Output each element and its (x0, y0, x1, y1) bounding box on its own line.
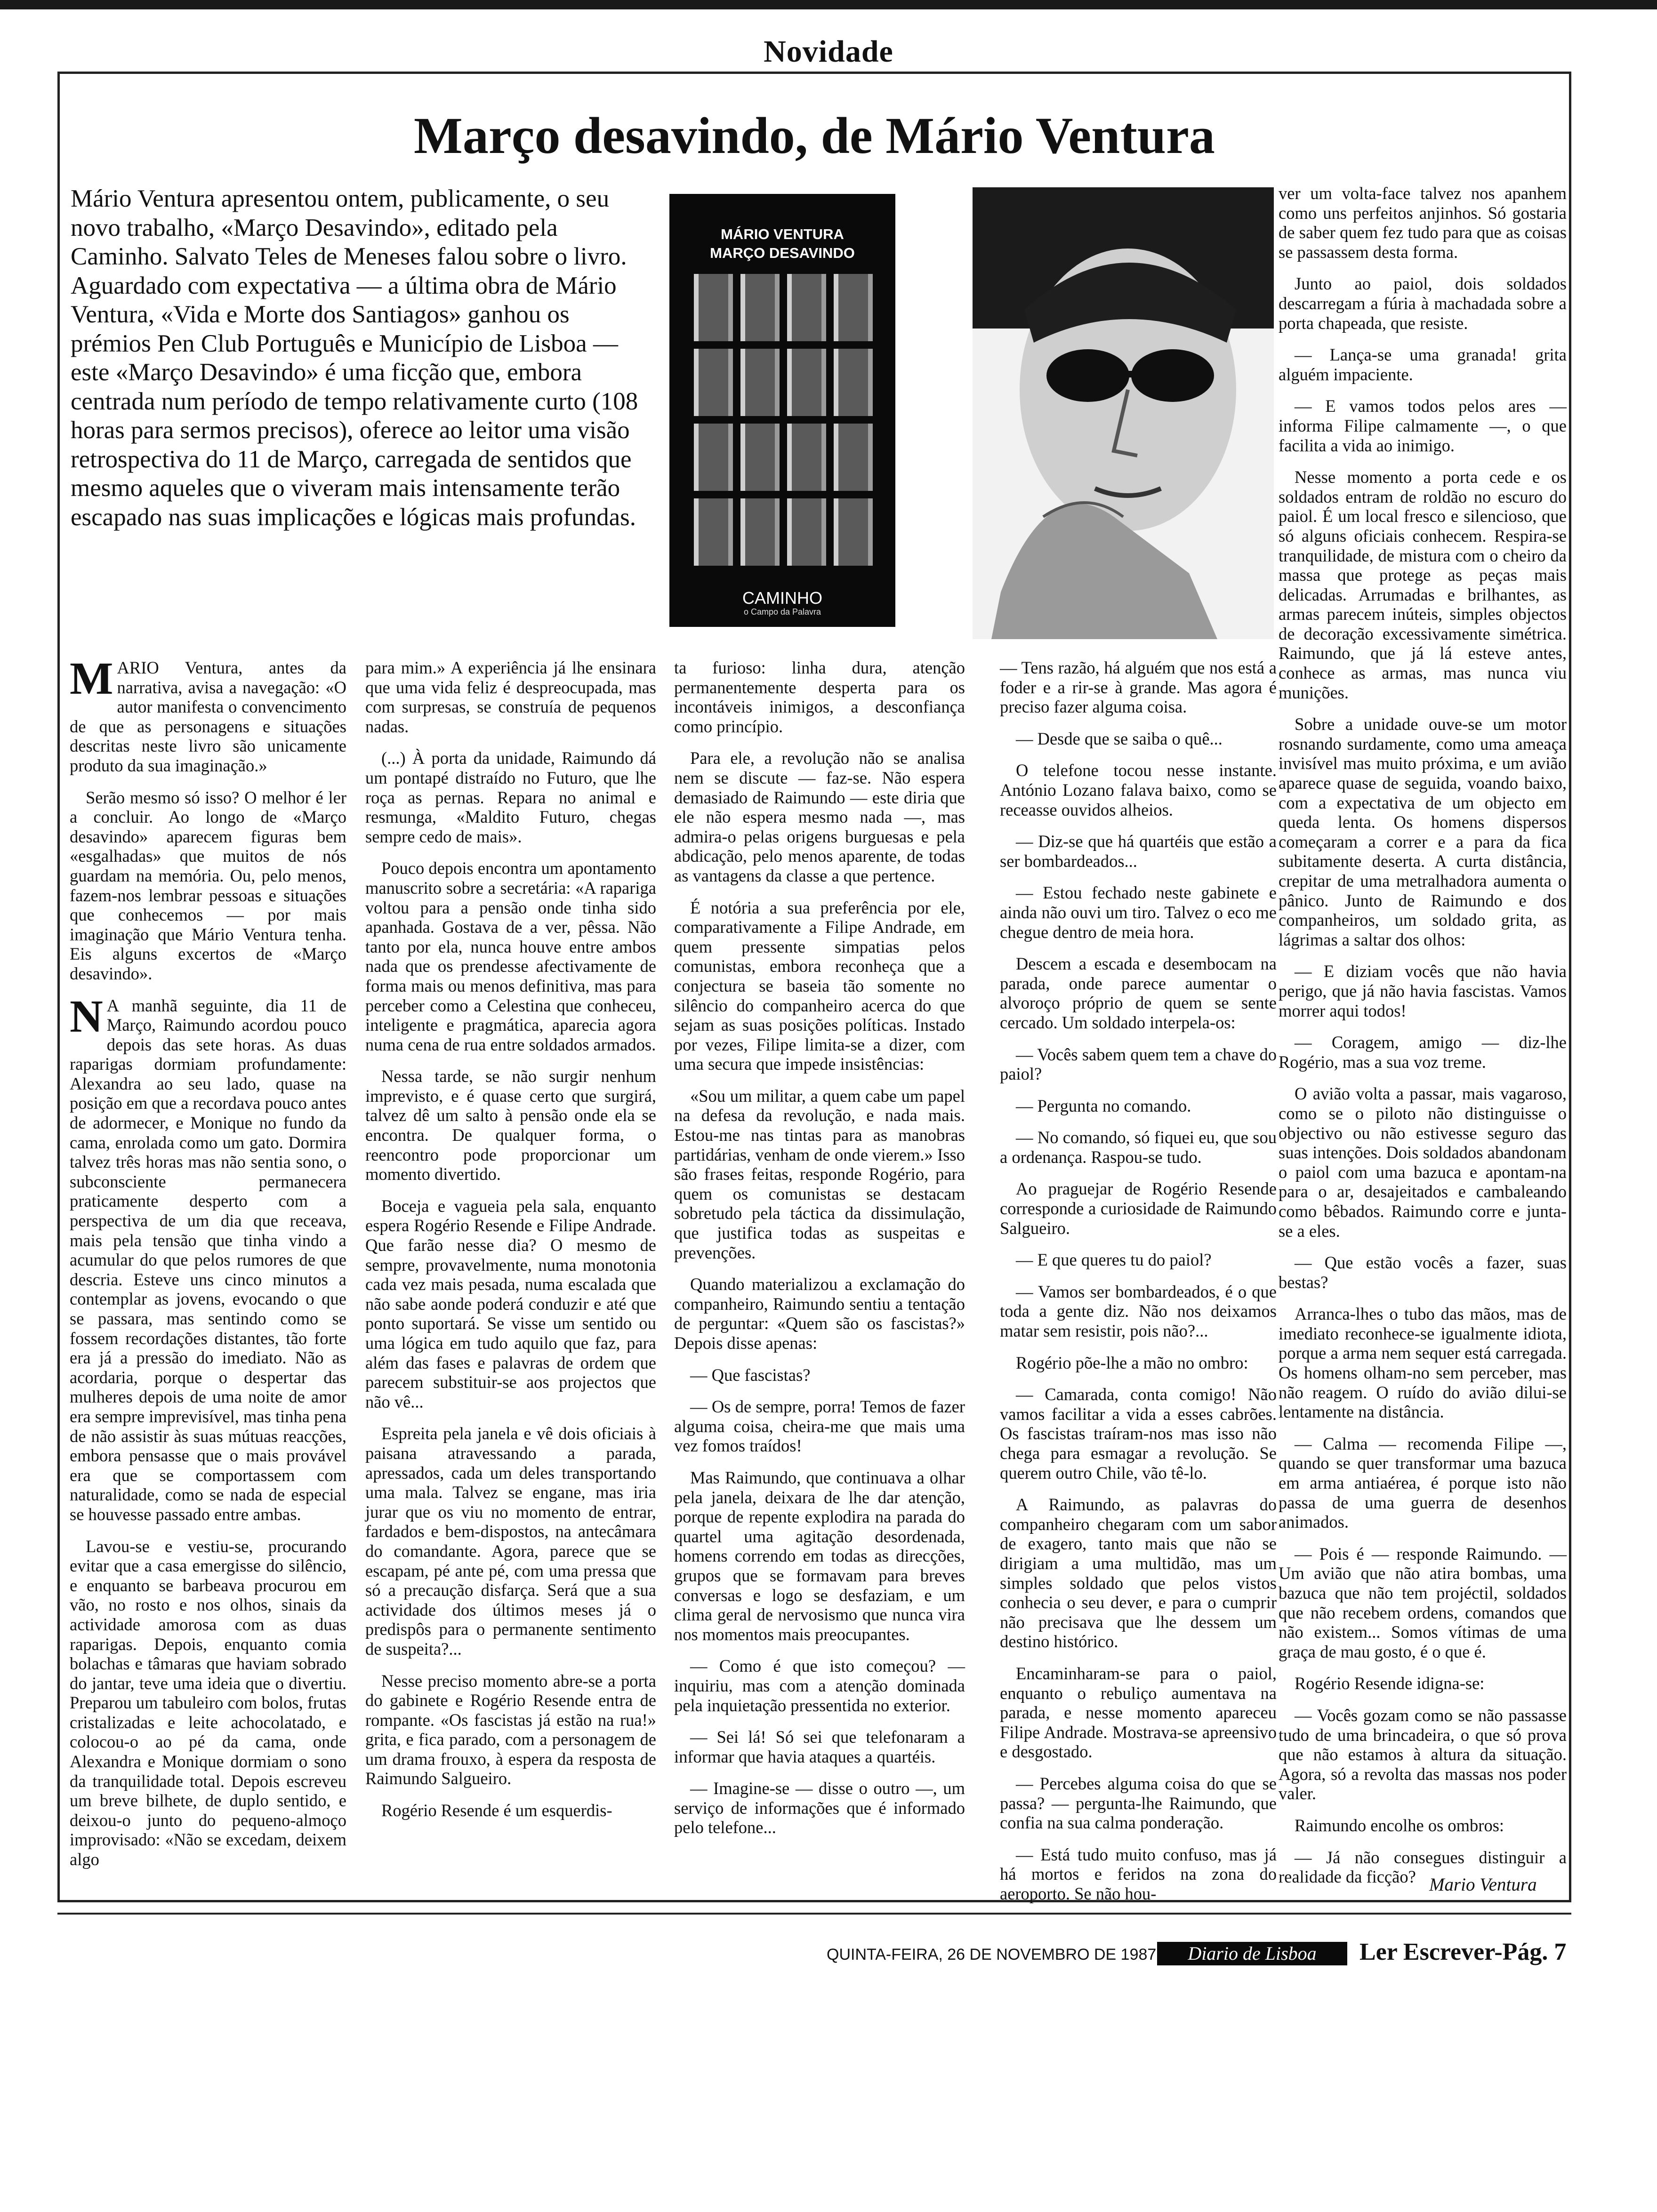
column-paragraph: Raimundo encolhe os ombros: (1295, 1815, 1504, 1835)
column-paragraph: O telefone tocou nesse instante. António Lozano falava baixo, como se receasse ouvidos alheios. (1000, 761, 1277, 819)
column-paragraph: — Desde que se saiba o quê... (1016, 729, 1223, 748)
column-paragraph: para mim.» A experiência já lhe ensinara que uma vida feliz é despreocupada, mas com surpresas, se construía de pequenos nadas. (365, 658, 656, 736)
column-paragraph: Sobre a unidade ouve-se um motor rosnando surdamente, como uma ameaça invisível mas muito próxima, e um avião aparece quase de seguida, voando baixo, com a expectativa de um objecto em queda lenta. Os homens dispersos começaram a correr e a para da fica subitamente deserta. A curta distância, crepitar de uma metralhadora aumenta o pânico. Junto de Raimundo e dos companheiros, um soldado grita, as lágrimas a saltar dos olhos: (1279, 714, 1567, 949)
column-paragraph: — Pois é — responde Raimundo. — Um avião que não atira bombas, uma bazuca que não tem projéctil, soldados que não recebem ordens, comandos que não existem... Somos vítimas de uma graça de mau gosto, é o que é. (1279, 1544, 1567, 1661)
column-paragraph: O avião volta a passar, mais vagaroso, como se o piloto não distinguisse o objectivo ou não estivesse seguro das suas intenções. Dois soldados abandonam o paiol com uma bazuca e apontam-na para o ar, desajeitados e cambaleando como bêbados. Raimundo corre e junta-se a eles. (1279, 1084, 1567, 1241)
book-cover-author: MÁRIO VENTURA (721, 226, 844, 242)
book-cover-image (669, 194, 895, 627)
newspaper-logo: Diario de Lisboa (1157, 1942, 1347, 1965)
column-paragraph: Espreita pela janela e vê dois oficiais à paisana atravessando a parada, apressados, cada um deles transportando uma mala. Talvez se engane, mas iria jurar que os viu no momento de entrar, fardados e bem-dispostos, na antecâmara do comandante. Agora, parece que se escapam, pé ante pé, com uma pressa que só a precaução disfarça. Será que a sua actividade dos últimos meses já o predispôs para o permanente sentimento de suspeita?... (365, 1424, 656, 1659)
column-paragraph: Encaminharam-se para o paiol, enquanto o rebuliço aumentava na parada, e nesse momento apareceu Filipe Andrade. Mostrava-se apreensivo e desgostado. (1000, 1663, 1277, 1762)
lead-paragraph: Mário Ventura apresentou ontem, publicamente, o seu novo trabalho, «Março Desavindo», editado pela Caminho. Salvato Teles de Meneses falou sobre o livro. (71, 185, 627, 270)
article-headline: Março desavindo, de Mário Ventura (414, 107, 1215, 164)
column-paragraph: ver um volta-face talvez nos apanhem como uns perfeitos anjinhos. Só gostaria de saber quem fez tudo para que as coisas se passassem desta forma. (1279, 184, 1567, 262)
column-paragraph: Ao praguejar de Rogério Resende corresponde a curiosidade de Raimundo Salgueiro. (1000, 1179, 1277, 1238)
column-paragraph: — Os de sempre, porra! Temos de fazer alguma coisa, cheira-me que mais uma vez fomos traídos! (674, 1397, 965, 1456)
column-paragraph: (...) À porta da unidade, Raimundo dá um pontapé distraído no Futuro, que lhe roça as pernas. Repara no animal e resmunga, «Maldito Futuro, chegas sempre cedo de mais». (365, 748, 656, 846)
column-paragraph: A Raimundo, as palavras do companheiro chegaram com um sabor de exagero, tanto mais que não se dirigiam a uma multidão, mas um simples soldado que pelos vistos conhecia o seu dever, e para o cumprir não precisava que lhe dessem um destino histórico. (1000, 1495, 1277, 1651)
column-paragraph: Rogério Resende idigna-se: (1295, 1674, 1485, 1693)
column-paragraph: Para ele, a revolução não se analisa nem se discute — faz-se. Não espera demasiado de Raimundo — este diria que ele não espera mesmo nada —, mas admira-o pelas origens burguesas e pela abdicação, pelo menos aparente, de todas as vantagens da classe a que pertence. (674, 748, 965, 885)
column-paragraph: Nessa tarde, se não surgir nenhum imprevisto, e é quase certo que surgirá, talvez dê um salto à pensão onde ela se encontra. De qualquer forma, o reencontro pode proporcionar um momento divertido. (365, 1066, 656, 1184)
column-paragraph: Junto ao paiol, dois soldados descarregam a fúria à machadada sobre a porta chapeada, que resiste. (1279, 274, 1567, 333)
column-paragraph: — Calma — recomenda Filipe —, quando se quer transformar uma bazuca em arma antiaérea, é porque isto não passa de uma guerra de desenhos animados. (1279, 1434, 1567, 1532)
column-paragraph: — No comando, só fiquei eu, que sou a ordenança. Raspou-se tudo. (1000, 1128, 1277, 1167)
book-cover-publisher: CAMINHO (742, 588, 822, 608)
article-column-4 (1000, 658, 1277, 1915)
column-paragraph: — E diziam vocês que não havia perigo, que já não havia fascistas. Vamos morrer aqui todos! (1279, 962, 1567, 1020)
column-paragraph: — Percebes alguma coisa do que se passa? — pergunta-lhe Raimundo, que confia na sua calma ponderação. (1000, 1773, 1277, 1833)
column-paragraph: — Vocês gozam como se não passasse tudo de uma brincadeira, o que só prova que não estamos à altura da situação. Agora, só a revolta das massas nos poder valer. (1279, 1705, 1567, 1803)
column-paragraph: — Lança-se uma granada! grita alguém impaciente. (1279, 345, 1567, 384)
book-cover-collection: o Campo da Palavra (743, 607, 821, 617)
article-column-2 (365, 658, 656, 1833)
column-paragraph: N A manhã seguinte, dia 11 de Março, Raimundo acordou pouco depois das sete horas. As duas raparigas dormiam profundamente: Alexandra ao seu lado, quase na posição em que a recordava pouco antes de adormecer, e Monique no fundo da cama, enrolada como um gato. Dormira talvez três horas mas não sentia sono, o subconsciente permanecera praticamente desperto com a perspectiva de um dia que receava, mais pela tensão que tinha vindo a acumular do que pelos rumores de que descria. Esteve uns cinco minutos a contemplar as jovens, evocando o que se passara, mas sentindo como se fossem recordações distantes, tão forte era já a pressão do imediato. Não as acordaria, porque o despertar das mulheres depois de uma noite de amor era sempre imprevisível, mas tinha pena de não assistir às suas mútuas reacções, embora pensasse que o mais provável era que se comportassem com naturalidade, como se nada de especial se houvesse passado entre ambas. (70, 991, 346, 1524)
section-label: Novidade (764, 34, 893, 69)
column-paragraph: Mas Raimundo, que continuava a olhar pela janela, deixara de lhe dar atenção, porque de repente explodira na parada do quartel uma agitação desordenada, homens correndo em todas as direcções, grupos que se formavam para breves conversas e logo se desfaziam, e um clima geral de nervosismo que nunca vira nos momentos mais preocupantes. (674, 1467, 965, 1644)
article-column-1 (70, 653, 346, 1882)
column-paragraph: Quando materializou a exclamação do companheiro, Raimundo sentiu a tentação de perguntar: «Quem são os fascistas?» Depois disse apenas: (674, 1274, 965, 1353)
book-cover-title: MARÇO DESAVINDO (710, 245, 855, 261)
column-paragraph: — Imagine-se — disse o outro —, um serviço de informações que é informado pelo telefone... (674, 1779, 965, 1837)
column-paragraph: — Já não consegues distinguir a realidade da ficção? (1279, 1847, 1567, 1887)
article-column-5 (1279, 184, 1567, 1899)
column-paragraph: — Coragem, amigo — diz-lhe Rogério, mas a sua voz treme. (1279, 1033, 1567, 1072)
column-paragraph: Nesse momento a porta cede e os soldados entram de roldão no escuro do paiol. É um local fresco e silencioso, que só alguns oficiais conhecem. Respira-se tranquilidade, de mistura com o cheiro da massa que protege as peças mais delicadas. Arrumadas e brilhantes, as armas parecem inúteis, simples objectos de decoração excessivamente simétrica. Raimundo, que já lá esteve antes, conhece as armas, mas nunca viu munições. (1279, 467, 1567, 702)
column-paragraph: «Sou um militar, a quem cabe um papel na defesa da revolução, e nada mais. Estou-me nas tintas para as manobras partidárias, venham de onde vierem.» Isso são frases feitas, responde Rogério, para quem os comunistas se destacam sobretudo pela táctica da dissimulação, que justifica todas as suspeitas e prevenções. (674, 1086, 965, 1262)
author-signature: Mario Ventura (1429, 1875, 1537, 1895)
column-paragraph: É notória a sua preferência por ele, comparativamente a Filipe Andrade, em quem pressente simpatias pelos comunistas, embora reconheça que a conjectura se baseia tão somente no silêncio do companheiro acerca do que sejam as suas posições políticas. Instado por vezes, Filipe limita-se a dizer, com uma secura que impede insistências: (674, 898, 965, 1074)
drop-cap: N (70, 991, 103, 1042)
top-rule (0, 0, 1657, 9)
column-paragraph: — Está tudo muito confuso, mas já há mortos e feridos na zona do aeroporto. Se não hou- (1000, 1844, 1277, 1903)
column-paragraph: Lavou-se e vestiu-se, procurando evitar que a casa emergisse do silêncio, e enquanto se barbeava procurou em vão, no rosto e nos olhos, sinais da actividade amorosa com as duas raparigas. Depois, enquanto comia bolachas e tâmaras que haviam sobrado do jantar, teve uma ideia que o divertiu. Preparou um tabuleiro com bolos, frutas cristalizadas e leite achocolatado, e colocou-o ao pé da cama, onde Alexandra e Monique dormiam o sono da tranquilidade total. Depois escreveu um breve bilhete, de duplo sentido, e deixou-o junto do pequeno-almoço improvisado: «Não se excedam, deixem algo (70, 1536, 346, 1869)
column-paragraph: — Diz-se que há quartéis que estão a ser bombardeados... (1000, 832, 1277, 871)
author-portrait-photo (973, 187, 1274, 639)
footer-date: QUINTA-FEIRA, 26 DE NOVEMBRO DE 1987 (827, 1946, 1157, 1964)
column-paragraph: Descem a escada e desembocam na parada, onde parece aumentar o alvoroço próprio de quem se sente cercado. Um soldado interpela-os: (1000, 954, 1277, 1032)
book-cover-figures (694, 274, 873, 566)
footer-section-page: Ler Escrever-Pág. 7 (1359, 1939, 1567, 1965)
footer-rule (57, 1913, 1571, 1915)
column-paragraph: Nesse preciso momento abre-se a porta do gabinete e Rogério Resende entra de rompante. «Os fascistas já estão na rua!» grita, e fica parado, com a personagem de um drama frouxo, à espera da resposta de Raimundo Salgueiro. (365, 1671, 656, 1788)
column-paragraph: Arranca-lhes o tubo das mãos, mas de imediato reconhece-se igualmente idiota, porque a arma nem sequer está carregada. Os homens olham-no sem perceber, mas não reagem. O ruído do avião dilui-se lentamente na distância. (1279, 1304, 1567, 1422)
column-paragraph: — Camarada, conta comigo! Não vamos facilitar a vida a esses cabrões. Os fascistas traíram-nos mas isso não chega para esmagar a revolução. Se querem outro Chile, vão tê-lo. (1000, 1385, 1277, 1483)
column-paragraph: — Pergunta no comando. (1016, 1096, 1191, 1115)
column-paragraph: ta furioso: linha dura, atenção permanentemente desperta para os incontáveis inimigos, a desconfiança como princípio. (674, 658, 965, 736)
article-lead (71, 184, 650, 532)
column-paragraph: — Vamos ser bombardeados, é o que toda a gente diz. Não nos deixamos matar sem resistir, pois não?... (1000, 1282, 1277, 1341)
column-paragraph: Rogério Resende é um esquerdis- (381, 1801, 612, 1820)
column-paragraph: Pouco depois encontra um apontamento manuscrito sobre a secretária: «A rapariga voltou para a pensão onde tinha sido apanhada. Gostava de a ver, pêssa. Não tanto por ela, nunca houve entre ambos nada que os prendesse afectivamente de forma mais ou menos definitiva, mas para perceber como a Celestina que conheceu, inteligente e pragmática, aparecia agora numa cena de rua entre soldados armados. (365, 858, 656, 1054)
article-column-3 (674, 658, 965, 1850)
lead-paragraph: Aguardado com expectativa — a última obra de Mário Ventura, «Vida e Morte dos Santiagos» ganhou os prémios Pen Club Português e Município de Lisboa — este «Março Desavindo» é uma ficção que, embora centrada num período de tempo relativamente curto (108 horas para sermos precisos), oferece ao leitor uma visão retrospectiva do 11 de Março, carregada de sentidos que mesmo aqueles que o viveram mais intensamente terão escapado nas suas implicações e lógicas mais profundas. (71, 272, 638, 531)
column-paragraph: — E vamos todos pelos ares — informa Filipe calmamente —, o que facilita a vida ao inimigo. (1279, 396, 1567, 455)
column-paragraph: — Que estão vocês a fazer, suas bestas? (1279, 1253, 1567, 1292)
column-paragraph: — Tens razão, há alguém que nos está a foder e a rir-se à grande. Mas agora é preciso fazer alguma coisa. (1000, 658, 1277, 717)
drop-cap: M (70, 653, 113, 704)
column-paragraph: Serão mesmo só isso? O melhor é ler a concluir. Ao longo de «Março desavindo» aparecem figuras bem «esgalhadas» que muitos de nós guardam na memória. Ou, pelo menos, fazem-nos lembrar pessoas e situações que conhecemos — por mais imaginação que Mário Ventura tenha. Eis alguns excertos de «Março desavindo». (70, 787, 346, 983)
column-paragraph: — E que queres tu do paiol? (1016, 1250, 1212, 1270)
column-paragraph: Boceja e vagueia pela sala, enquanto espera Rogério Resende e Filipe Andrade. Que farão nesse dia? O mesmo de sempre, provavelmente, numa monotonia cada vez mais pesada, numa escalada que não sabe aonde poderá conduzir e até que ponto suportará. Se visse um sentido ou uma lógica em tudo aquilo que faz, para além das fases e palavras de ordem que parecem substituir-se aos projectos que não vê... (365, 1196, 656, 1411)
column-paragraph: — Como é que isto começou? — inquiriu, mas com a atenção dominada pela inquietação pressentida no exterior. (674, 1656, 965, 1715)
column-paragraph: MARIO Ventura, antes da narrativa, avisa a navegação: «O autor manifesta o convencimento de que as personagens e situações descritas neste livro são unicamente produto da sua imaginação.» (70, 653, 346, 775)
column-paragraph: — Sei lá! Só sei que telefonaram a informar que havia ataques a quartéis. (674, 1727, 965, 1766)
column-paragraph: — Estou fechado neste gabinete e ainda não ouvi um tiro. Talvez o eco me chegue dentro de meia hora. (1000, 883, 1277, 942)
column-paragraph: — Que fascistas? (690, 1365, 811, 1385)
column-paragraph: — Vocês sabem quem tem a chave do paiol? (1000, 1044, 1277, 1084)
column-paragraph: Rogério põe-lhe a mão no ombro: (1016, 1353, 1248, 1372)
